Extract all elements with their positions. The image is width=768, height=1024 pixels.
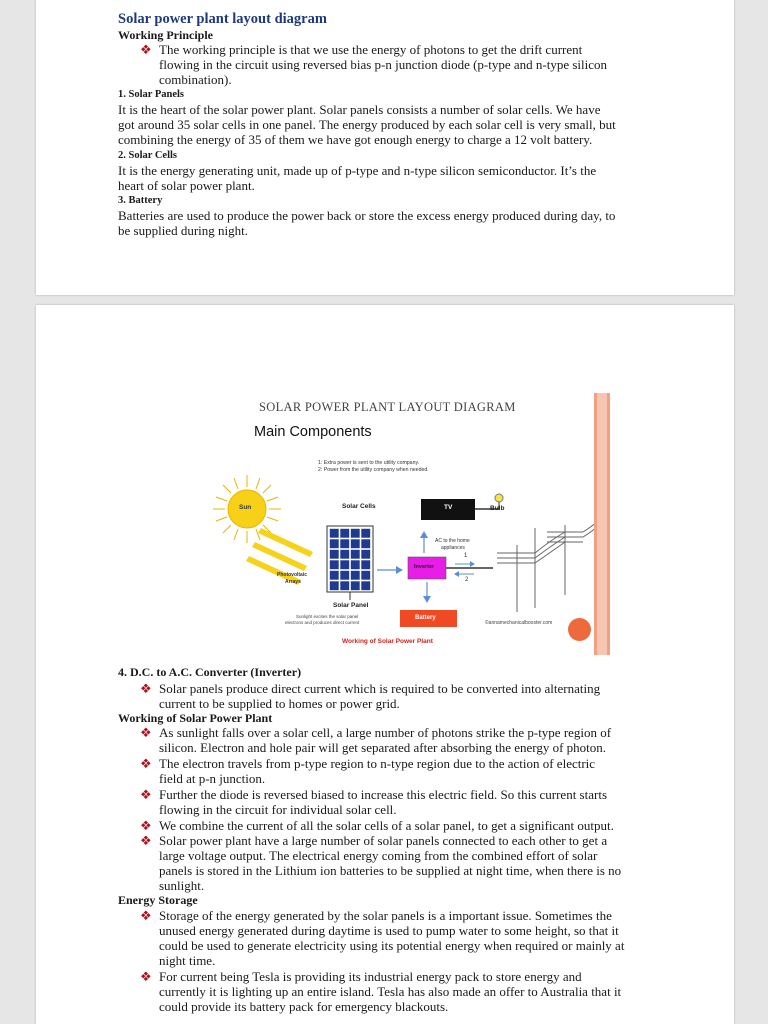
text-line: Solar power plant have a large number of solar panels connected to each other to get a [159,833,608,848]
bullet-icon: ❖ [140,756,152,771]
bullet-icon: ❖ [140,725,152,740]
label-website: ©annamechanicalbooster.com [485,620,553,626]
text-line: current to be supplied to homes or power grid. [159,696,400,711]
label-bulb: Bulb [490,505,505,512]
figure-accent-circle [568,618,591,641]
document-page-1 [36,0,734,295]
text-line: The working principle is that we use the energy of photons to get the drift current [159,42,583,57]
figure-title: SOLAR POWER PLANT LAYOUT DIAGRAM [259,400,516,414]
bullet-icon: ❖ [140,818,152,833]
text-line: could provide its battery pack for emergency blackouts. [159,999,449,1014]
text-line: Batteries are used to produce the power back or store the excess energy produced during day, to [118,208,616,223]
heading-working: Working of Solar Power Plant [118,711,273,725]
text-line: Storage of the energy generated by the solar panels is a important issue. Sometimes the [159,908,612,923]
solar-cell [340,550,349,559]
solar-cell [351,560,360,569]
heading-solar-cells: 2. Solar Cells [118,150,178,161]
text-line: night time. [159,953,216,968]
text-line: The electron travels from p-type region to n-type region due to the action of electric [159,756,596,771]
label-inverter: Inverter [414,564,435,570]
text-line: Solar panels produce direct current which is required to be converted into alternating [159,681,601,696]
heading-energy-storage: Energy Storage [118,893,198,907]
label-arrow-2: 2 [465,577,469,583]
solar-cell [351,581,360,590]
solar-plant-diagram [199,390,609,652]
text-line: flowing in the circuit for individual solar cell. [159,802,397,817]
solar-cell [351,529,360,538]
solar-cell [340,560,349,569]
label-photovoltaic: Photovoltaic [277,572,308,578]
solar-cell [330,539,339,548]
solar-cell [330,550,339,559]
text-line: heart of solar power plant. [118,178,255,193]
label-tv: TV [444,504,453,511]
text-line: be supplied during night. [118,223,248,238]
text-line: It is the energy generating unit, made up of p-type and n-type silicon semiconductor. It’s the [118,163,597,178]
heading-battery: 3. Battery [118,195,163,206]
text-line: We combine the current of all the solar cells of a solar panel, to get a significant output. [159,818,614,833]
figure-note: 1: Extra power is sent to the utility company. [318,460,420,466]
text-line: could be used to generate electricity using its potential energy when required or mainly at [159,938,625,953]
label-ac: AC to the home [435,538,470,544]
solar-cell [361,539,370,548]
solar-cell [330,529,339,538]
text-line: sunlight. [159,878,205,893]
text-line: large voltage output. The electrical energy coming from the combined effort of solar [159,848,598,863]
text-line: As sunlight falls over a solar cell, a large number of photons strike the p-type region of [159,725,612,740]
label-solar-panel: Solar Panel [333,602,369,609]
label-arrow-1: 1 [464,553,468,559]
label-photovoltaic: Arrays [285,579,301,585]
label-solar-cells: Solar Cells [342,503,376,510]
solar-cell [340,571,349,580]
text-line: combination). [159,72,232,87]
heading-working-principle: Working Principle [118,28,214,42]
bullet-icon: ❖ [140,787,152,802]
utility-pole-icon [497,522,597,612]
text-line: Further the diode is reversed biased to increase this electric field. So this current starts [159,787,607,802]
text-line: panels is stored in the Lithium ion batteries to be supplied at night time, when there is no [159,863,622,878]
figure-caption: Working of Solar Power Plant [342,638,433,645]
text-line: It is the heart of the solar power plant. Solar panels consists a number of solar cells. We have [118,102,601,117]
solar-cell [361,560,370,569]
label-sun: Sun [239,504,252,511]
heading-solar-panels: 1. Solar Panels [118,89,185,100]
solar-cell [351,571,360,580]
solar-cell [340,581,349,590]
heading-inverter: 4. D.C. to A.C. Converter (Inverter) [118,665,302,679]
solar-cell [330,581,339,590]
bullet-icon: ❖ [140,42,152,57]
bullet-icon: ❖ [140,908,152,923]
page-title: Solar power plant layout diagram [118,11,327,27]
solar-cell [351,550,360,559]
text-line: unused energy generated during daytime is used to pump water to some height, so that it [159,923,619,938]
bullet-icon: ❖ [140,681,152,696]
solar-cell [340,539,349,548]
bullet-icon: ❖ [140,833,152,848]
text-line: got around 35 solar cells in one panel. The energy produced by each solar cell is very small, but [118,117,616,132]
bulb-icon [495,494,503,502]
text-line: For current being Tesla is providing its industrial energy pack to store energy and [159,969,582,984]
solar-cell [361,529,370,538]
solar-cell [361,571,370,580]
text-line: field at p-n junction. [159,771,266,786]
solar-cell [330,560,339,569]
document-page-2 [36,305,734,1024]
solar-panel-icon [327,526,373,592]
figure-note: 2: Power from the utility company when needed. [318,467,429,473]
label-battery: Battery [415,615,436,621]
bullet-icon: ❖ [140,969,152,984]
figure-subtitle: Main Components [254,424,372,440]
text-line: currently it is lighting up an entire island. Tesla has also made an offer to Australia that it [159,984,622,999]
figure-accent-bar [594,393,610,655]
label-sunlight: electrons and produces direct current [285,620,360,625]
label-sunlight: Sunlight excites the solar panel [296,614,359,619]
solar-cell [351,539,360,548]
solar-cell [361,550,370,559]
solar-cell [361,581,370,590]
text-line: silicon. Electron and hole pair will get separated after absorbing the energy of photon. [159,740,607,755]
solar-cell [340,529,349,538]
solar-cell [330,571,339,580]
text-line: flowing in the circuit using reversed bias p-n junction diode (p-type and n-type silicon [159,57,608,72]
label-ac: appliances [441,545,465,551]
text-line: combining the energy of 35 of them we have got enough energy to charge a 12 volt battery. [118,132,593,147]
